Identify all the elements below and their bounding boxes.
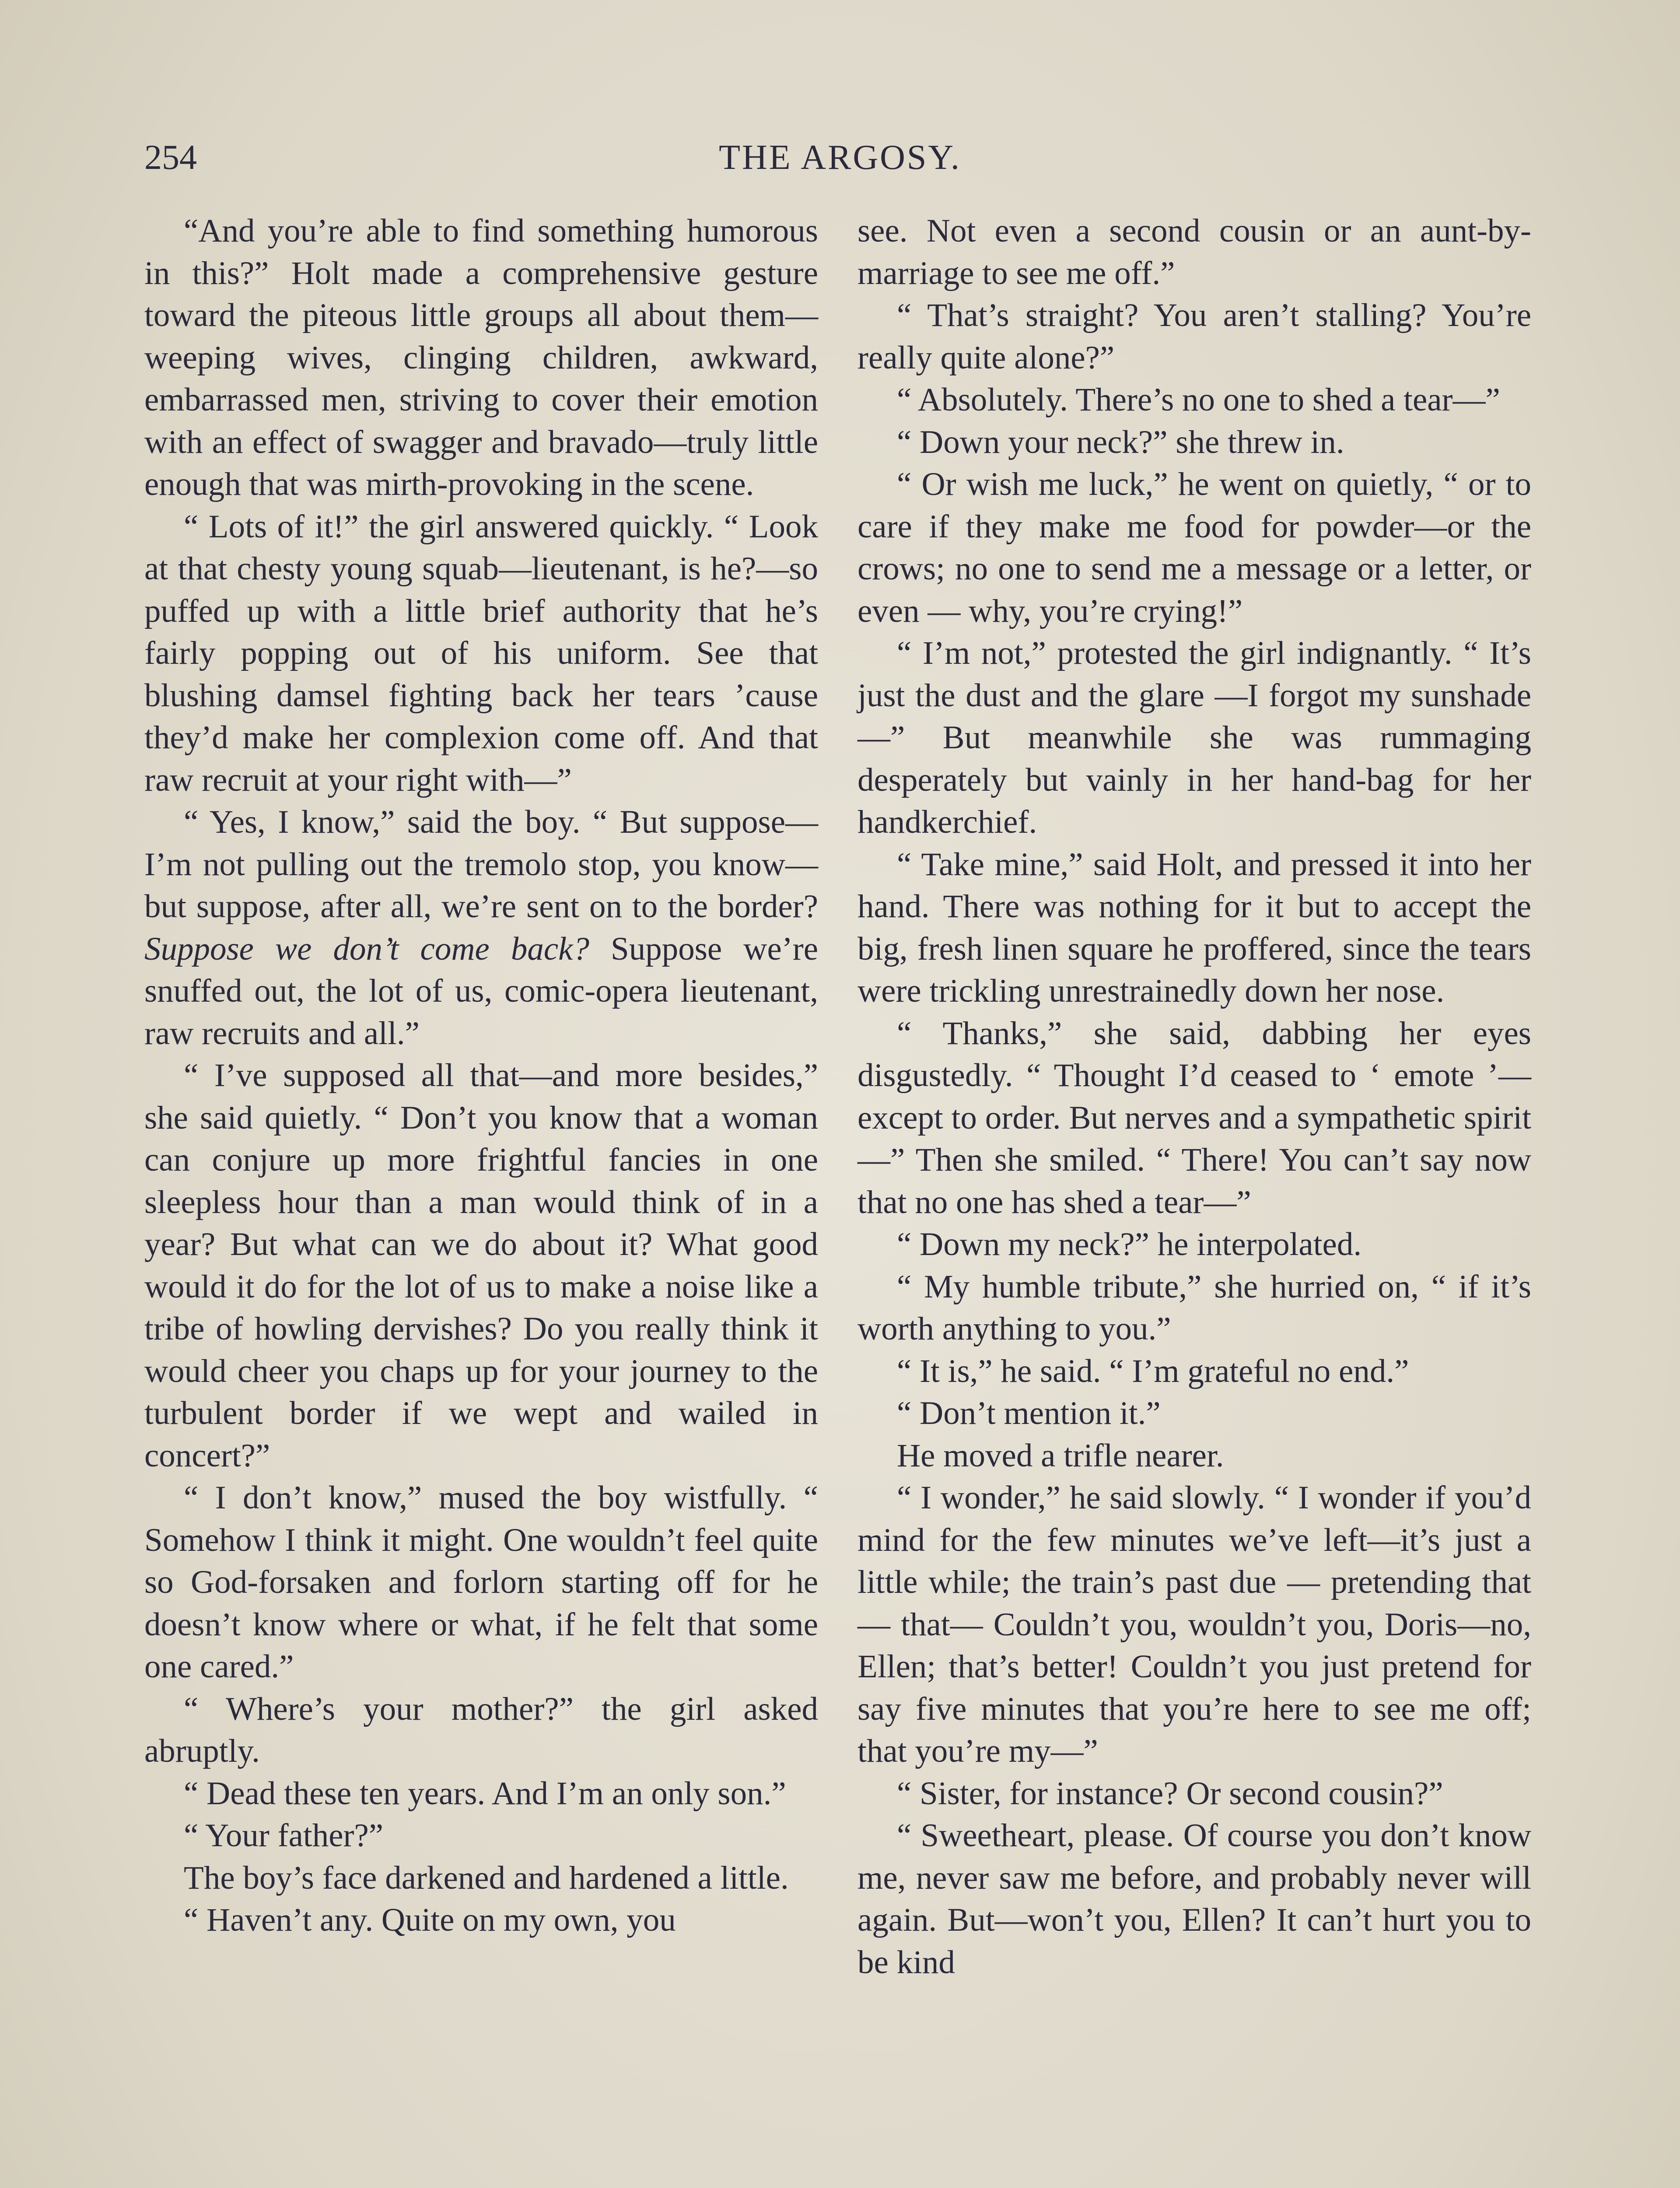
paragraph: “ Or wish me luck,” he went on quietly, “ or to care if they make me food for powder—or the crows; no one to send me a message or a letter, or even — why, you’re crying!” [858,466,1531,629]
paragraph: The boy’s face darkened and hardened a little. [184,1859,789,1896]
paragraph: He moved a trifle nearer. [897,1437,1224,1474]
paragraph: “ I’m not,” protested the girl indignantly. “ It’s just the dust and the glare —I forgot my sunshade—” But meanwhile she was rummaging desperately but vainly in her hand-bag for her handkerchief. [858,635,1531,840]
paragraph [144,801,818,1055]
paragraph: “ Dead these ten years. And I’m an only son.” [184,1775,786,1812]
italic-text: Suppose we don’t come back? [144,930,589,967]
paragraph: “ Down your neck?” she threw in. [897,424,1344,460]
paragraph: “ Sister, for instance? Or second cousin?” [897,1775,1443,1812]
paragraph: “ It is,” he said. “ I’m grateful no end.” [897,1353,1409,1389]
paragraph: “ Sweetheart, please. Of course you don’t know me, never saw me before, and probably never will again. But—won’t you, Ellen? It can’t hurt you to be kind [858,1817,1531,1981]
running-title: THE ARGOSY. [719,138,961,177]
paragraph: “ Absolutely. There’s no one to shed a tear—” [897,382,1500,418]
paragraph: “ Lots of it!” the girl answered quickly. “ Look at that chesty young squab—lieutenant, is he?—so puffed up with a little brief authority that he’s fairly popping out of his uniform. See that blushing damsel fighting back her tears ’cause they’d make her complexion come off. And that raw recruit at your right with—” [144,508,818,798]
paragraph: “ I’ve supposed all that—and more besides,” she said quietly. “ Don’t you know that a woman can conjure up more frightful fancies in one sleepless hour than a man would think of in a year? But what can we do about it? What good would it do for the lot of us to make a noise like a tribe of howling dervishes? Do you really think it would cheer you chaps up for your journey to the turbulent border if we wept and wailed in concert?” [144,1057,818,1474]
paragraph: “ Haven’t any. Quite on my own, you [184,1902,676,1938]
right-text-column [858,210,1531,1984]
left-text-column [144,210,818,1942]
paragraph: “ I don’t know,” mused the boy wistfully. “ Somehow I think it might. One wouldn’t feel quite so God-forsaken and forlorn starting off for he doesn’t know where or what, if he felt that some one cared.” [144,1480,818,1685]
paragraph-text: Suppose we’re snuffed out, the lot of us, comic-opera lieutenant, raw recruits and all.” [144,930,818,1052]
paragraph-continued: see. Not even a second cousin or an aunt-by-marriage to see me off.” [858,213,1531,291]
paragraph: “ Thanks,” she said, dabbing her eyes disgustedly. “ Thought I’d ceased to ‘ emote ’—except to order. But nerves and a sympathetic spirit—” Then she smiled. “ There! You can’t say now that no one has shed a tear—” [858,1015,1531,1220]
paragraph-text: “ Yes, I know,” said the boy. “ But suppose—I’m not pulling out the tremolo stop, you know—but suppose, after all, we’re sent on to the border? [144,804,818,925]
paragraph: “ Your father?” [184,1817,384,1854]
page-header [144,133,1536,182]
paragraph: “ Down my neck?” he interpolated. [897,1226,1362,1262]
page-number: 254 [144,138,197,177]
paragraph: “ Take mine,” said Holt, and pressed it into her hand. There was nothing for it but to accept the big, fresh linen square he proffered, since the tears were trickling unrestrainedly down her nose. [858,846,1531,1009]
paragraph: “ I wonder,” he said slowly. “ I wonder if you’d mind for the few minutes we’ve left—it’s just a little while; the train’s past due — pretending that — that— Couldn’t you, wouldn’t you, Doris—no, Ellen; that’s better! Couldn’t you just pretend for say five minutes that you’re here to see me off; that you’re my—” [858,1480,1531,1769]
paragraph: “ My humble tribute,” she hurried on, “ if it’s worth anything to you.” [858,1268,1531,1347]
paragraph: “And you’re able to find something humorous in this?” Holt made a comprehensive gesture toward the piteous little groups all about them—weeping wives, clinging children, awkward, embarrassed men, striving to cover their emotion with an effect of swagger and bravado—truly little enough that was mirth-provoking in the scene. [144,213,818,502]
paragraph: “ Don’t mention it.” [897,1395,1161,1431]
paragraph: “ That’s straight? You aren’t stalling? You’re really quite alone?” [858,297,1531,376]
paragraph: “ Where’s your mother?” the girl asked abruptly. [144,1690,818,1769]
